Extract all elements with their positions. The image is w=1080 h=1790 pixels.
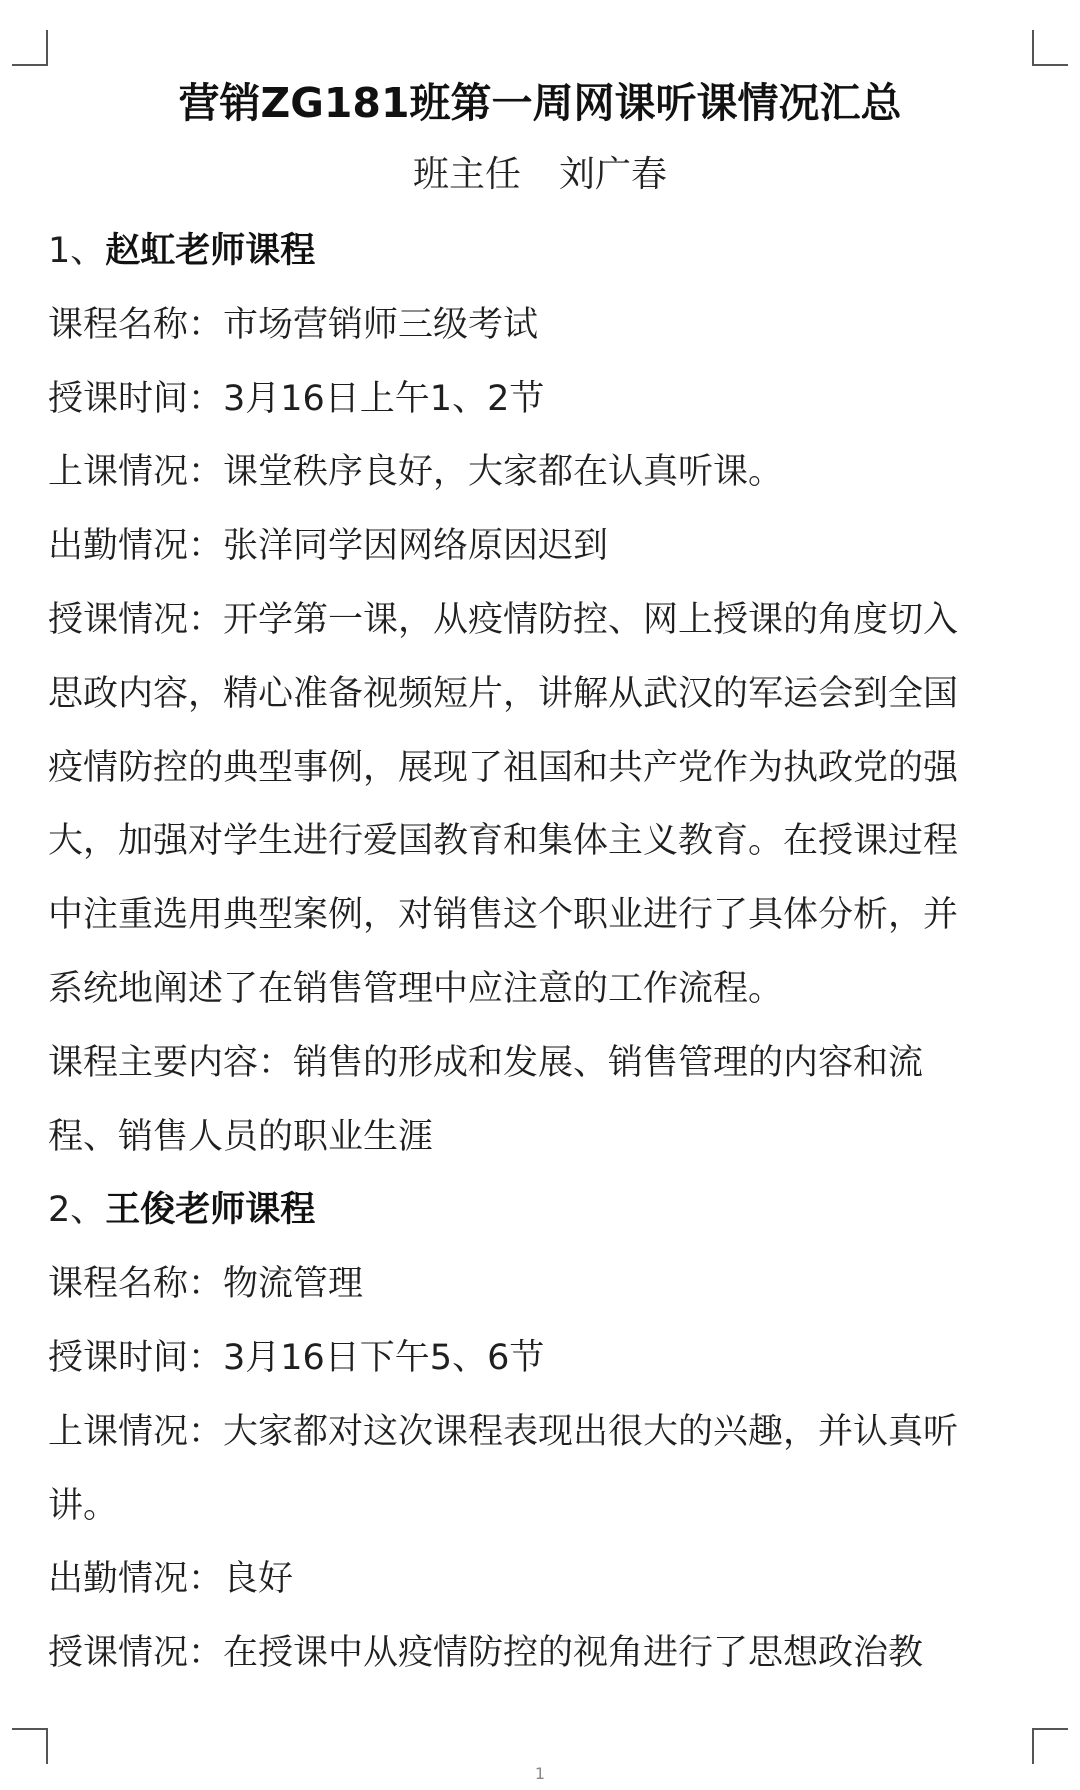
paragraph-line: 大，加强对学生进行爱国教育和集体主义教育。在授课过程: [48, 821, 959, 862]
paragraph-line: 授课时间：3月16日上午1、2节: [48, 378, 545, 419]
paragraph-line: 课程名称：市场营销师三级考试: [48, 304, 539, 345]
section-name: 赵虹老师课程: [105, 231, 316, 271]
section-heading-1: [48, 215, 1032, 289]
document-title: 营销ZG181班第一周网课听课情况汇总: [178, 79, 902, 127]
subtitle-role: 班主任: [412, 154, 521, 195]
document-body: [48, 215, 1032, 1691]
paragraph-line: 系统地阐述了在销售管理中应注意的工作流程。: [48, 968, 784, 1009]
paragraph-line: 上课情况：大家都对这次课程表现出很大的兴趣，并认真听: [48, 1411, 959, 1452]
paragraph-line: 课程主要内容：销售的形成和发展、销售管理的内容和流: [48, 1042, 924, 1083]
section-number: 1、: [48, 231, 106, 271]
paragraph-line: 出勤情况：良好: [48, 1559, 294, 1600]
paragraph-line: 上课情况：课堂秩序良好，大家都在认真听课。: [48, 452, 784, 493]
paragraph-line: 出勤情况：张洋同学因网络原因迟到: [48, 526, 609, 567]
document-subtitle: [0, 144, 1080, 206]
paragraph-line: 思政内容，精心准备视频短片，讲解从武汉的军运会到全国: [48, 673, 959, 714]
crop-mark-bottom-right: [1032, 1728, 1068, 1764]
paragraph-line: 课程名称：物流管理: [48, 1264, 364, 1305]
paragraph-line: 授课情况：在授课中从疫情防控的视角进行了思想政治教: [48, 1633, 924, 1674]
paragraph-line: 讲。: [48, 1485, 119, 1526]
subtitle-name: 刘广春: [559, 154, 668, 195]
paragraph-line: 中注重选用典型案例，对销售这个职业进行了具体分析，并: [48, 895, 959, 936]
paragraph-line: 授课时间：3月16日下午5、6节: [48, 1337, 545, 1378]
paragraph-line: 授课情况：开学第一课，从疫情防控、网上授课的角度切入: [48, 599, 959, 640]
paragraph-line: 程、销售人员的职业生涯: [48, 1116, 434, 1157]
crop-mark-top-right: [1032, 30, 1068, 66]
section-heading-2: [48, 1174, 1032, 1248]
paragraph-line: 疫情防控的典型事例，展现了祖国和共产党作为执政党的强: [48, 747, 959, 788]
section-number: 2、: [48, 1190, 106, 1231]
crop-mark-top-left: [12, 30, 48, 66]
crop-mark-bottom-left: [12, 1728, 48, 1764]
section-name: 王俊老师课程: [105, 1190, 316, 1231]
page-number: 1: [534, 1764, 546, 1783]
